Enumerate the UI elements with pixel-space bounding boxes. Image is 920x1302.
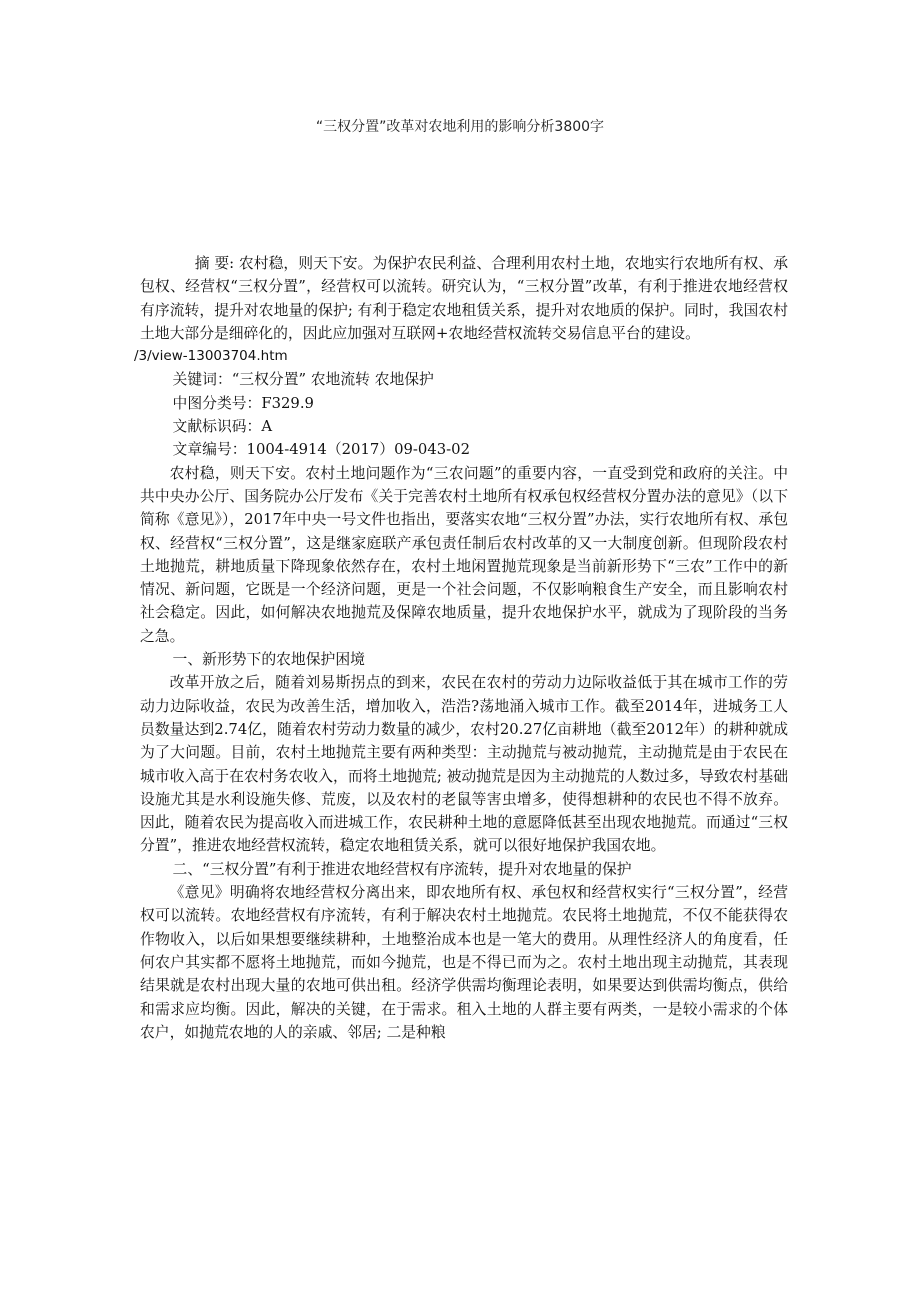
intro-paragraph: 农村稳，则天下安。农村土地问题作为“三农问题”的重要内容，一直受到党和政府的关注。中共中央办公厅、国务院办公厅发布《关于完善农村土地所有权承包权经营权分置办法的意见》（以下简称《意见》），2017年中央一号文件也指出，要落实农地“三权分置”办法，实行农地所有权、承包权、经营权“三权分置”，这是继家庭联产承包责任制后农村改革的又一大制度创新。但现阶段农村土地抛荒，耕地质量下降现象依然存在，农村土地闲置抛荒现象是当前新形势下“三农”工作中的新情况、新问题，它既是一个经济问题，更是一个社会问题，不仅影响粮食生产安全，而且影响农村社会稳定。因此，如何解决农地抛荒及保障农地质量，提升农地保护水平，就成为了现阶段的当务之急。	[140, 464, 788, 645]
section-1-paragraph: 改革开放之后，随着刘易斯拐点的到来，农民在农村的劳动力边际收益低于其在城市工作的劳动力边际收益，农民为改善生活，增加收入，浩浩?荡地涌入城市工作。截至2014年，进城务工人员数量达到2.74亿，随着农村劳动力数量的减少，农村20.27亿亩耕地（截至2012年）的耕种就成为了大问题。目前，农村土地抛荒主要有两种类型：主动抛荒与被动抛荒，主动抛荒是由于农民在城市收入高于在农村务农收入，而将土地抛荒; 被动抛荒是因为主动抛荒的人数过多，导致农村基础设施尤其是水利设施失修、荒废，以及农村的老鼠等害虫增多，使得想耕种的农民也不得不放弃。因此，随着农民为提高收入而进城工作，农民耕种土地的意愿降低甚至出现农地抛荒。而通过“三权分置”，推进农地经营权流转，稳定农地租赁关系，就可以很好地保护我国农地。	[140, 674, 788, 855]
section-heading-2: 二、“三权分置”有利于推进农地经营权有序流转，提升对农地量的保护	[172, 860, 632, 878]
source-url: /3/view-13003704.htm	[134, 348, 288, 365]
article-number-line: 文章编号：1004-4914（2017）09-043-02	[172, 441, 470, 459]
document-body	[134, 252, 788, 1044]
keywords-line: 关键词：“三权分置” 农地流转 农地保护	[172, 371, 434, 389]
document-title: “三权分置”改革对农地利用的影响分析3800字	[315, 119, 605, 135]
classification-line: 中图分类号：F329.9	[172, 394, 314, 412]
abstract-paragraph: 摘 要: 农村稳，则天下安。为保护农民利益、合理利用农村土地，农地实行农地所有权、承包权、经营权“三权分置”，经营权可以流转。研究认为，“三权分置”改革，有利于推进农地经营权有序流转，提升对农地量的保护; 有利于稳定农地租赁关系，提升对农地质的保护。同时，我国农村土地大部分是细碎化的，因此应加强对互联网+农地经营权流转交易信息平台的建设。	[140, 255, 788, 342]
section-heading-1: 一、新形势下的农地保护困境	[172, 651, 365, 669]
section-2-paragraph: 《意见》明确将农地经营权分离出来，即农地所有权、承包权和经营权实行“三权分置”，经营权可以流转。农地经营权有序流转，有利于解决农村土地抛荒。农民将土地抛荒，不仅不能获得农作物收入，以后如果想要继续耕种，土地整治成本也是一笔大的费用。从理性经济人的角度看，任何农户其实都不愿将土地抛荒，而如今抛荒，也是不得已而为之。农村土地出现主动抛荒，其表现结果就是农村出现大量的农地可供出租。经济学供需均衡理论表明，如果要达到供需均衡点，供给和需求应均衡。因此，解决的关键，在于需求。租入土地的人群主要有两类，一是较小需求的个体农户，如抛荒农地的人的亲戚、邻居; 二是种粮	[140, 884, 788, 1041]
document-code-line: 文献标识码：A	[172, 418, 273, 436]
